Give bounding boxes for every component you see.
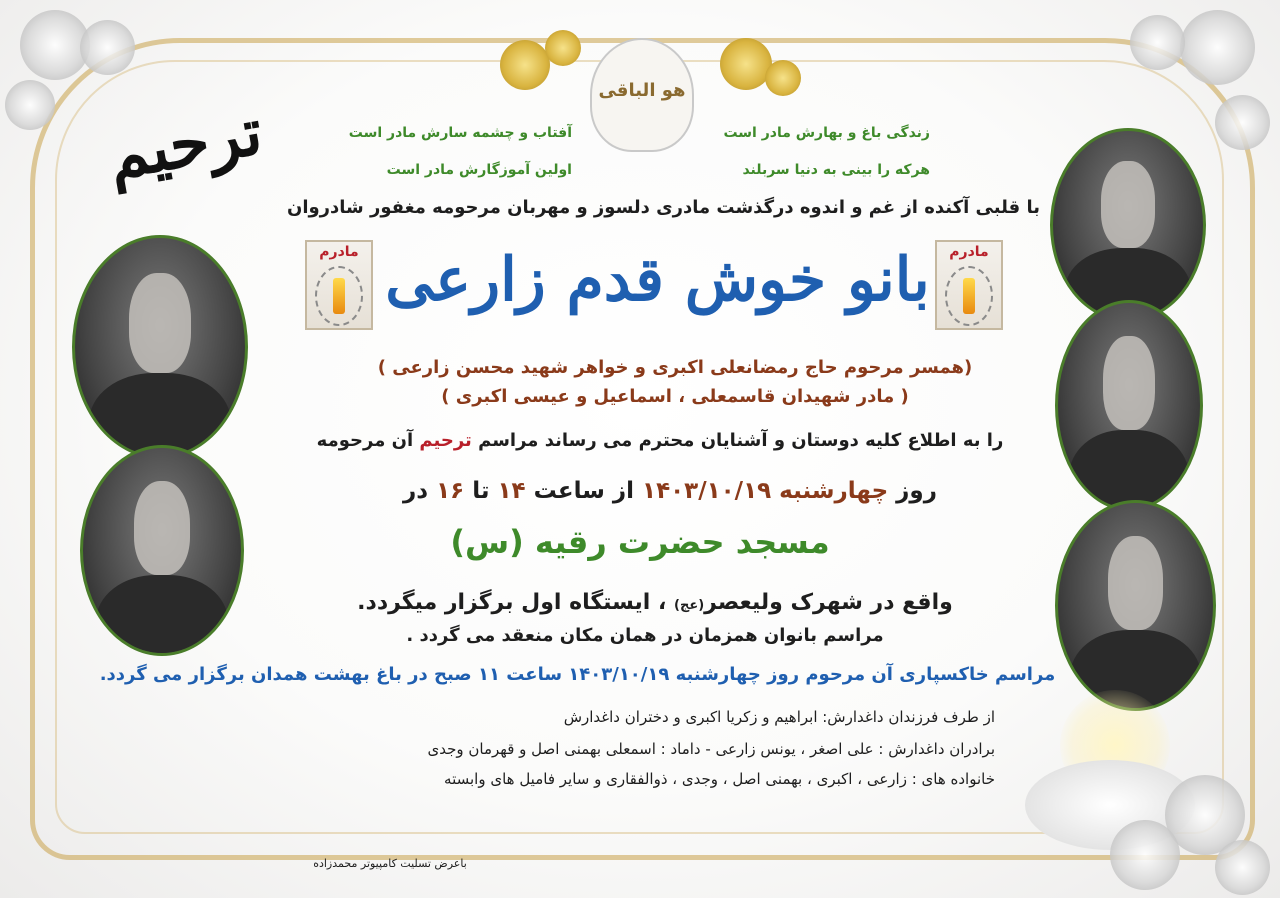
portrait-face bbox=[1108, 536, 1164, 630]
flower-decoration-top-left-2 bbox=[80, 20, 135, 75]
jasmine-flower-icon-2 bbox=[1110, 820, 1180, 890]
location-line bbox=[340, 590, 970, 615]
date-value: چهارشنبه ۱۴۰۳/۱۰/۱۹ bbox=[642, 478, 889, 504]
portrait-face bbox=[129, 273, 190, 373]
page-title: ترحیم bbox=[102, 94, 268, 195]
gold-rose-right-2 bbox=[765, 60, 801, 96]
gold-rose-right bbox=[720, 38, 772, 90]
date-line bbox=[370, 478, 970, 504]
gold-rose-left bbox=[500, 40, 550, 90]
candle-icon bbox=[963, 278, 975, 314]
portrait-body bbox=[1069, 430, 1188, 511]
time-from: ۱۴ bbox=[497, 478, 526, 504]
gold-rose-left-2 bbox=[545, 30, 581, 66]
portrait-body bbox=[96, 575, 229, 656]
portrait-photo-right-top bbox=[1050, 128, 1206, 322]
notice-highlight: ترحیم bbox=[419, 430, 472, 451]
poem-left-2: اولین آموزگارش مادر است bbox=[386, 162, 572, 178]
poem-right-2: هرکه را بینی به دنیا سربلند bbox=[742, 162, 930, 178]
flower-decoration-top-left-3 bbox=[5, 80, 55, 130]
candle-frame-left bbox=[305, 240, 373, 330]
candle-frame-right bbox=[935, 240, 1003, 330]
poem-right-1: زندگی باغ و بهارش مادر است bbox=[723, 125, 930, 141]
portrait-photo-left-bottom bbox=[80, 445, 244, 656]
portrait-photo-right-bottom bbox=[1055, 500, 1216, 711]
date-mid: از ساعت bbox=[533, 478, 635, 504]
notice-prefix: را به اطلاع کلیه دوستان و آشنایان محترم می رساند مراسم bbox=[478, 430, 1004, 451]
women-line: مراسم بانوان همزمان در همان مکان منعقد می گردد . bbox=[406, 625, 884, 646]
notice-suffix: آن مرحومه bbox=[316, 430, 414, 451]
footer-credit: باعرض تسلیت کامپیوتر محمدزاده bbox=[313, 857, 467, 870]
candle-icon bbox=[333, 278, 345, 314]
notice-line bbox=[290, 430, 1030, 451]
flower-decoration-top-right-2 bbox=[1130, 15, 1185, 70]
portrait-face bbox=[1101, 161, 1155, 247]
poem-left-1: آفتاب و چشمه سارش مادر است bbox=[348, 125, 572, 141]
portrait-face bbox=[1103, 336, 1154, 430]
emblem-frame bbox=[590, 38, 694, 152]
date-prefix: روز bbox=[896, 478, 937, 504]
venue-name: مسجد حضرت رقیه (س) bbox=[450, 523, 830, 561]
date-end: در bbox=[403, 478, 429, 504]
family-line-1: از طرف فرزندان داغدارش: ابراهیم و زکریا اکبری و دختران داغدارش bbox=[563, 708, 995, 726]
location-honor: (عج) bbox=[674, 598, 705, 613]
candle-label-right: مادرم bbox=[949, 244, 989, 260]
portrait-face bbox=[134, 481, 191, 575]
flower-decoration-top-right-3 bbox=[1215, 95, 1270, 150]
location-rest: ، ایستگاه اول برگزار میگردد. bbox=[357, 590, 667, 615]
portrait-photo-left-top bbox=[72, 235, 248, 459]
burial-line: مراسم خاکسپاری آن مرحوم روز چهارشنبه ۱۴۰۳/۱۰/۱۹ ساعت ۱۱ صبح در باغ بهشت همدان برگزار می گردد. bbox=[99, 664, 1056, 685]
date-to-word: تا bbox=[472, 478, 490, 504]
jasmine-flower-icon-3 bbox=[1215, 840, 1270, 895]
intro-line: با قلبی آکنده از غم و اندوه درگذشت مادری دلسوز و مهربان مرحومه مغفور شادروان bbox=[286, 197, 1040, 218]
deceased-name: بانو خوش قدم زارعی bbox=[385, 245, 930, 315]
time-to: ۱۶ bbox=[436, 478, 465, 504]
flower-decoration-top-right bbox=[1180, 10, 1255, 85]
relation-line-2: ( مادر شهیدان قاسمعلی ، اسماعیل و عیسی اکبری ) bbox=[441, 386, 909, 407]
family-line-3: خانواده های : زارعی ، اکبری ، بهمنی اصل ، وجدی ، ذوالفقاری و سایر فامیل های وابسته bbox=[444, 770, 995, 788]
portrait-photo-right-middle bbox=[1055, 300, 1203, 511]
location-main: واقع در شهرک ولیعصر bbox=[704, 590, 953, 615]
family-line-2: برادران داغدارش : علی اصغر ، یونس زارعی - داماد : اسمعلی بهمنی اصل و قهرمان وجدی bbox=[427, 740, 995, 758]
relation-line-1: (همسر مرحوم حاج رمضانعلی اکبری و خواهر شهید محسن زارعی ) bbox=[377, 357, 973, 378]
emblem-text: هو الباقی bbox=[598, 80, 686, 101]
candle-label-left: مادرم bbox=[319, 244, 359, 260]
